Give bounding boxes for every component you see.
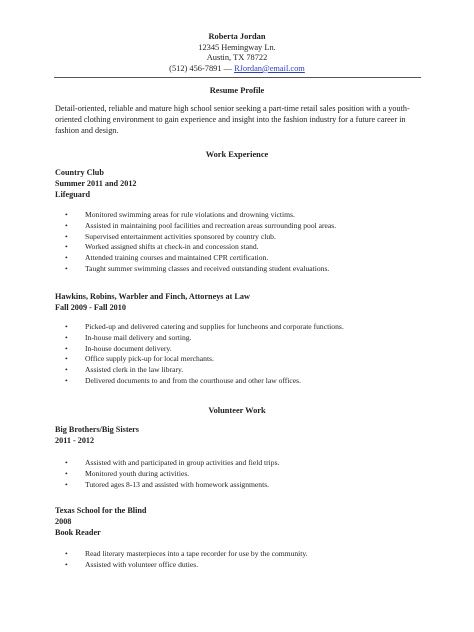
job-dates: Fall 2009 - Fall 2010 [55,303,126,312]
list-item: • Assisted clerk in the law library. [62,365,344,376]
job-heading [55,167,137,200]
email-link[interactable]: RJordan@email.com [234,63,305,73]
list-item: • Assisted with volunteer office duties. [62,560,308,571]
phone-number: (512) 456-7891 — [169,63,235,73]
list-item: • Worked assigned shifts at check-in and concession stand. [62,242,336,253]
list-item: • Office supply pick-up for local merchants. [62,354,344,365]
job-dates: 2011 - 2012 [55,436,95,445]
job-duties-list [62,210,336,275]
list-item: • Taught summer swimming classes and received outstanding student evaluations. [62,264,336,275]
job-duties-list [62,549,308,571]
section-title-profile: Resume Profile [209,86,265,95]
section-title-work: Work Experience [205,150,269,159]
job-role: Book Reader [55,528,101,537]
header-divider [54,77,421,78]
list-item: • Tutored ages 8-13 and assisted with homework assignments. [62,480,279,491]
job-org: Hawkins, Robins, Warbler and Finch, Attorneys at Law [55,292,250,301]
contact-header [0,32,474,74]
city-line: Austin, TX 78722 [206,53,268,63]
job-heading [55,505,146,538]
job-heading [55,291,250,313]
section-title-volunteer: Volunteer Work [208,406,266,415]
job-role: Lifeguard [55,190,91,199]
list-item: • Delivered documents to and from the courthouse and other law offices. [62,376,344,387]
applicant-name: Roberta Jordan [208,32,266,41]
list-item: • In-house document delivery. [62,344,344,355]
list-item: • Monitored youth during activities. [62,469,279,480]
job-org: Texas School for the Blind [55,506,147,515]
list-item: • Attended training courses and maintained CPR certification. [62,253,336,264]
profile-summary: Detail-oriented, reliable and mature high school senior seeking a part-time retail sales position with a youth-oriented clothing environment to gain experience and insight into the fashion industry for a future career in fashion and design. [55,104,410,135]
job-org: Big Brothers/Big Sisters [55,425,139,434]
job-dates: 2008 [55,517,72,526]
phone-email-line [0,64,474,75]
list-item: • Assisted in maintaining pool facilities and recreation areas surrounding pool areas. [62,221,336,232]
list-item: • Read literary masterpieces into a tape recorder for use by the community. [62,549,308,560]
job-heading [55,424,139,446]
list-item: • Assisted with and participated in group activities and field trips. [62,458,279,469]
job-duties-list [62,322,344,387]
job-org: Country Club [55,168,104,177]
list-item: • Supervised entertainment activities sponsored by country club. [62,232,336,243]
list-item: • Picked-up and delivered catering and supplies for luncheons and corporate functions. [62,322,344,333]
job-duties-list [62,458,279,490]
job-dates: Summer 2011 and 2012 [55,179,137,188]
address-line: 12345 Hemingway Ln. [198,42,276,52]
list-item: • In-house mail delivery and sorting. [62,333,344,344]
list-item: • Monitored swimming areas for rule violations and drowning victims. [62,210,336,221]
